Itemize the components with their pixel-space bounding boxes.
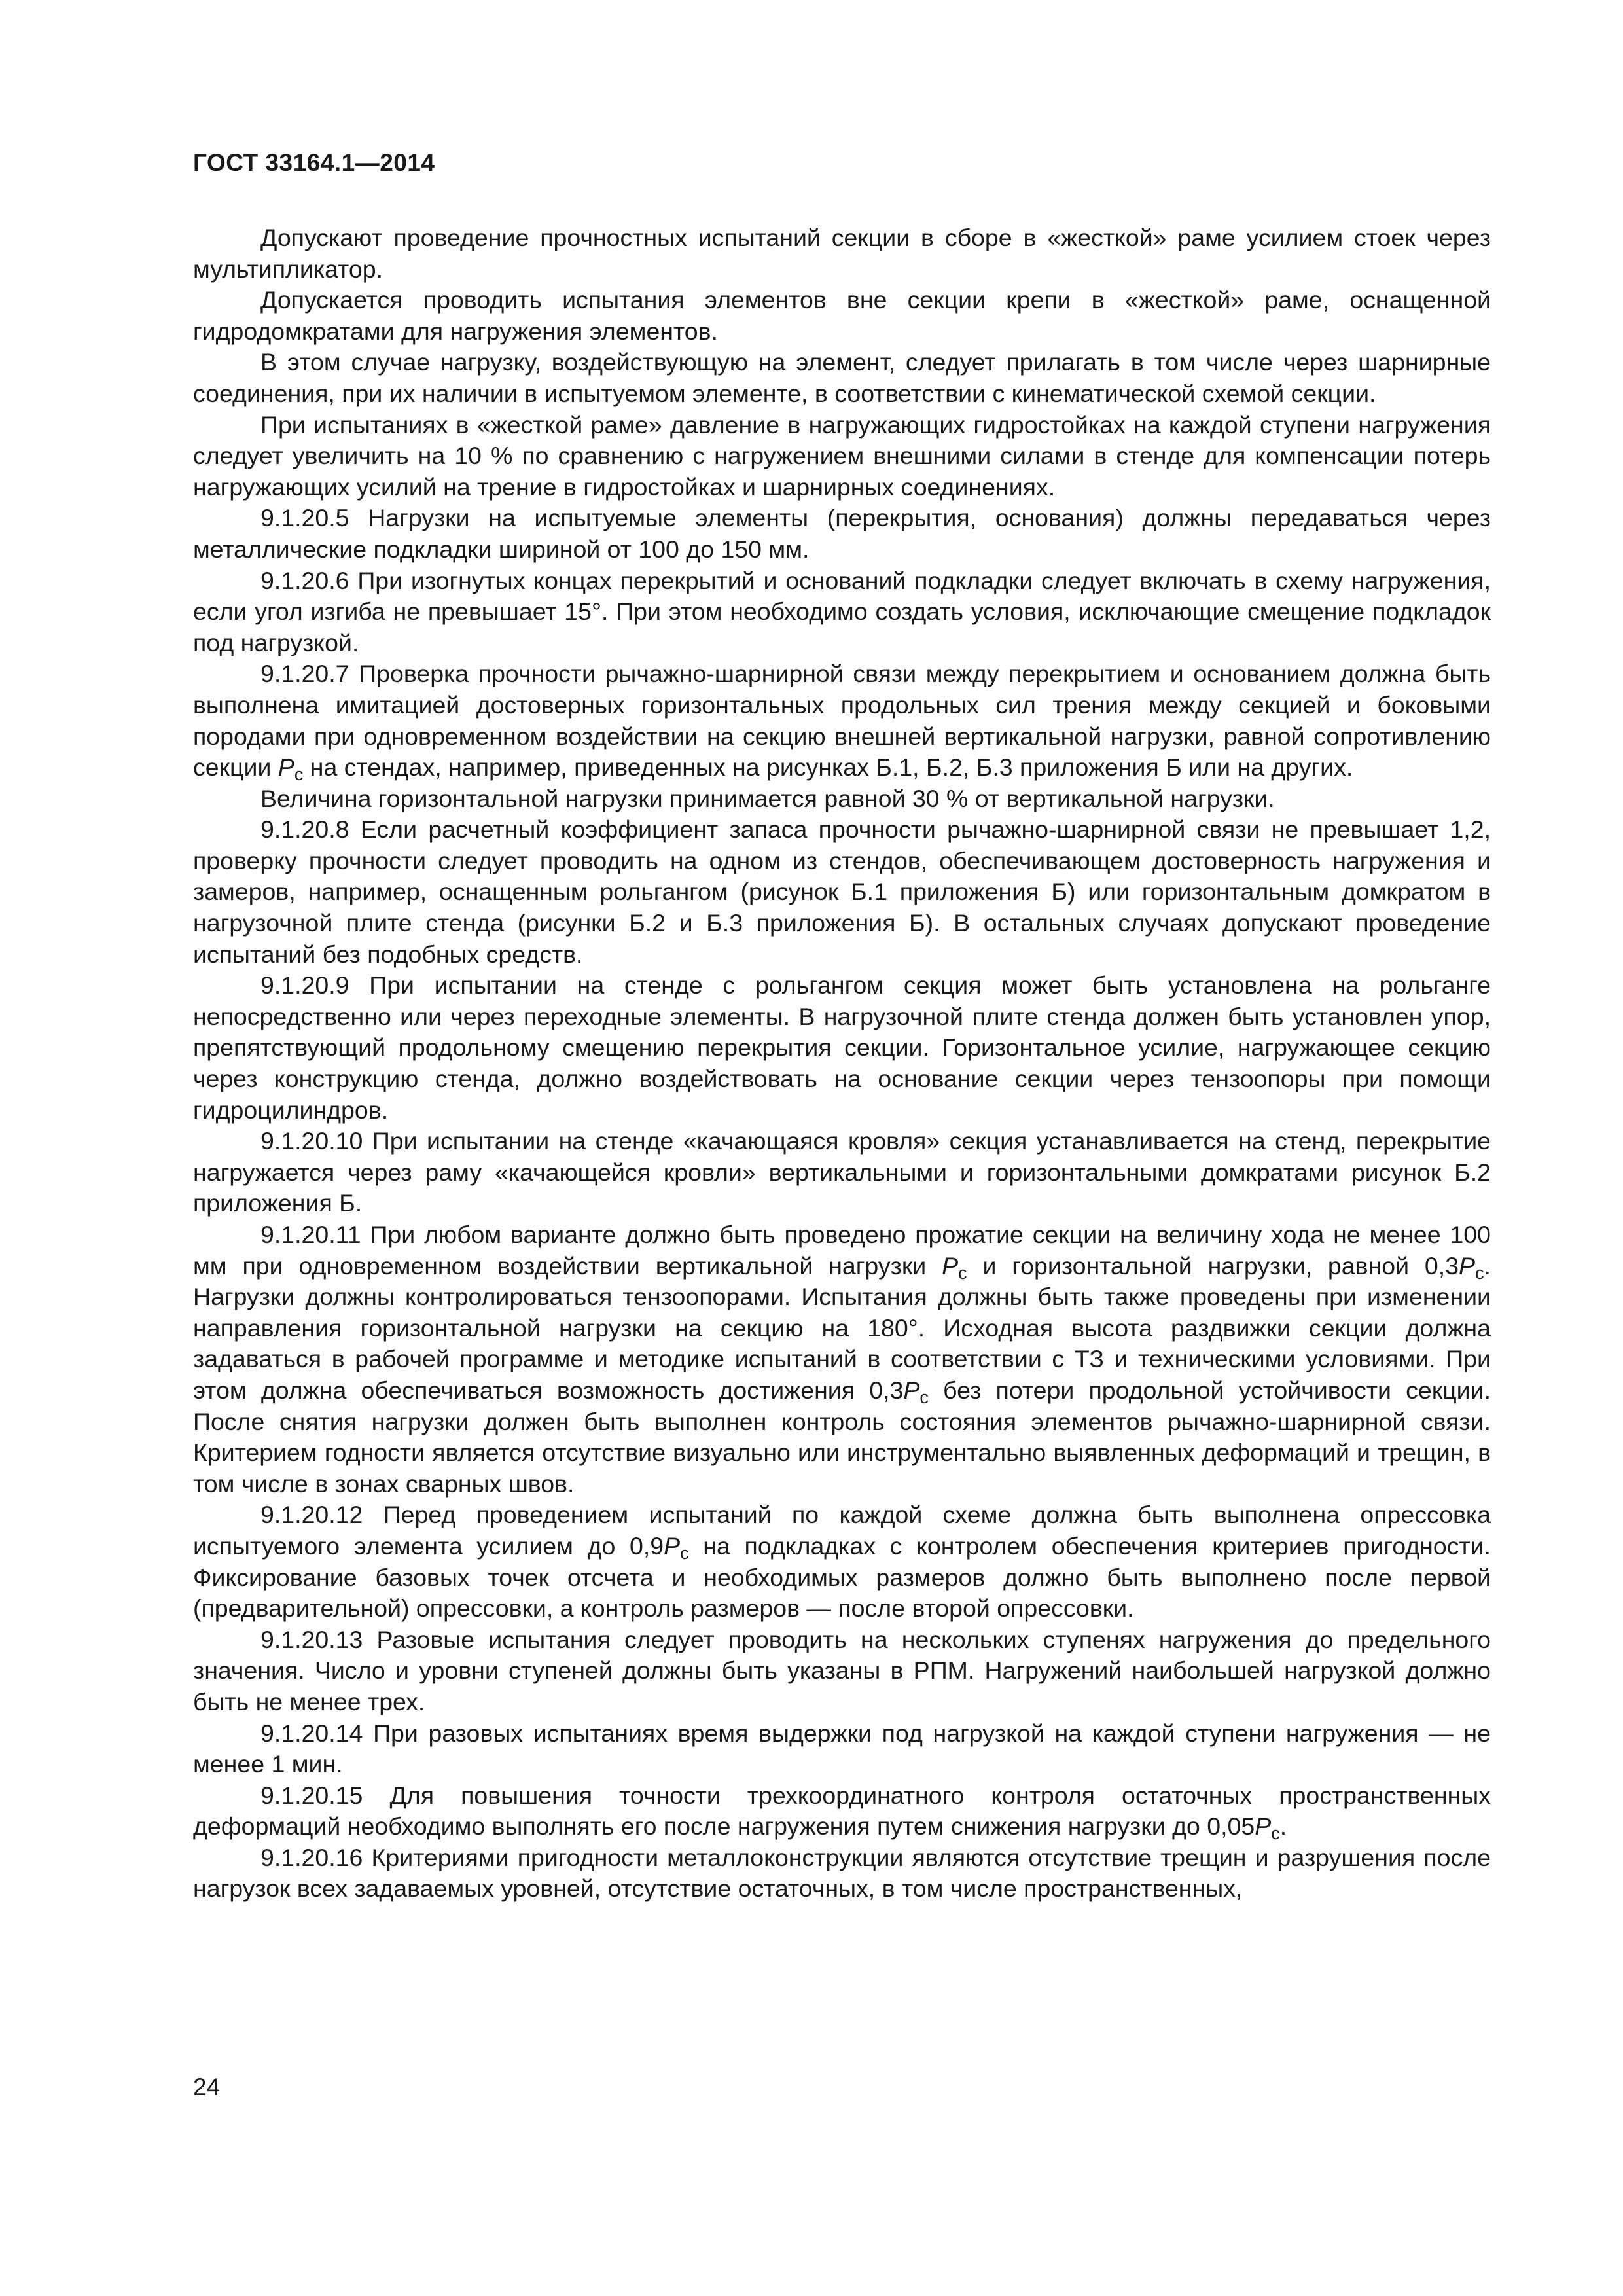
symbol-p: P [903, 1376, 920, 1404]
text-run: на подкладках с контролем обеспечения критериев пригодности. Фиксирование базовых точек отсчета и необходимых размеров должно быть выполнено после первой (предварительной) опрессовки, а контроль размеров — после второй опрессовки. [193, 1532, 1491, 1623]
clause-9-1-20-8: 9.1.20.8 Если расчетный коэффициент запаса прочности рычажно-шарнирной связи не превышает 1,2, проверку прочности следует проводить на одном из стендов, обеспечивающем достоверность нагружения и замеров, например, оснащенным рольгангом (рисунок Б.1 приложения Б) или горизонтальным домкратом в нагрузочной плите стенда (рисунки Б.2 и Б.3 приложения Б). В остальных случаях допускают проведение испытаний без подобных средств. [193, 816, 1491, 968]
text-run: и горизонтальной нагрузки, равной 0,3 [967, 1251, 1459, 1280]
body-text [193, 223, 1491, 1905]
paragraph: Допускают проведение прочностных испытаний секции в сборе в «жесткой» раме усилием стоек через мультипликатор. [193, 224, 1491, 283]
paragraph: Величина горизонтальной нагрузки принимается равной 30 % от вертикальной нагрузки. [260, 784, 1275, 812]
document-id-header: ГОСТ 33164.1—2014 [193, 149, 435, 176]
symbol-p: P [1459, 1251, 1476, 1280]
paragraph: Допускается проводить испытания элементов вне секции крепи в «жесткой» раме, оснащенной гидродомкратами для нагружения элементов. [193, 286, 1491, 345]
symbol-p: P [664, 1532, 681, 1560]
symbol-subscript: с [958, 1263, 967, 1283]
page-number: 24 [193, 2073, 221, 2100]
clause-9-1-20-9: 9.1.20.9 При испытании на стенде с рольгангом секция может быть установлена на рольганге непосредственно или через переходные элементы. В нагрузочной плите стенда должен быть установлен упор, препятствующий продольному смещению перекрытия секции. Горизонтальное усилие, нагружающее секцию через конструкцию стенда, должно воздействовать на основание секции через тензоопоры при помощи гидроцилиндров. [193, 971, 1491, 1124]
text-run: на стендах, например, приведенных на рисунках Б.1, Б.2, Б.3 приложения Б или на других. [303, 753, 1353, 781]
text-run: 9.1.20.15 Для повышения точности трехкоординатного контроля остаточных пространственных деформаций необходимо выполнять его после нагружения путем снижения нагрузки до 0,05 [193, 1781, 1491, 1840]
text-run: 9.1.20.7 Проверка прочности рычажно-шарнирной связи между перекрытием и основанием должна быть выполнена имитацией достоверных горизонтальных продольных сил трения между секцией и боковыми породами при одновременном воздействии на секцию внешней вертикальной нагрузки, равной сопротивлению секции [193, 660, 1491, 781]
clause-9-1-20-13: 9.1.20.13 Разовые испытания следует проводить на нескольких ступенях нагружения до предельного значения. Число и уровни ступеней должны быть указаны в РПМ. Нагружений наибольшей нагрузкой должно быть не менее трех. [193, 1625, 1491, 1715]
clause-9-1-20-11 [193, 1219, 1491, 1499]
clause-9-1-20-15 [193, 1780, 1491, 1842]
symbol-subscript: с [294, 764, 304, 784]
symbol-p: P [277, 753, 294, 781]
clause-9-1-20-5: 9.1.20.5 Нагрузки на испытуемые элементы (перекрытия, основания) должны передаваться через металлические подкладки шириной от 100 до 150 мм. [193, 504, 1491, 563]
clause-9-1-20-10: 9.1.20.10 При испытании на стенде «качающаяся кровля» секция устанавливается на стенд, перекрытие нагружается через раму «качающейся кровли» вертикальными и горизонтальными домкратами рисунок Б.2 приложения Б. [193, 1127, 1491, 1217]
text-run: 9.1.20.12 Перед проведением испытаний по каждой схеме должна быть выполнена опрессовка испытуемого элемента усилием до 0,9 [193, 1501, 1491, 1560]
symbol-subscript: с [1271, 1823, 1280, 1844]
clause-9-1-20-7 [193, 658, 1491, 783]
symbol-subscript: с [1475, 1263, 1484, 1283]
clause-9-1-20-12 [193, 1499, 1491, 1624]
text-run: . Нагрузки должны контролироваться тензоопорами. Испытания должны быть также проведены при изменении направления горизонтальной нагрузки на секцию на 180°. Исходная высота раздвижки секции должна задаваться в рабочей программе и методике испытаний в соответствии с ТЗ и техническими условиями. При этом должна обеспечиваться возможность достижения 0,3 [193, 1251, 1491, 1404]
text-run: . [1279, 1812, 1287, 1840]
symbol-p: P [1255, 1812, 1272, 1840]
symbol-p: P [942, 1251, 959, 1280]
paragraph: В этом случае нагрузку, воздействующую на элемент, следует прилагать в том числе через шарнирные соединения, при их наличии в испытуемом элементе, в соответствии с кинематической схемой секции. [193, 348, 1491, 407]
clause-9-1-20-14: 9.1.20.14 При разовых испытаниях время выдержки под нагрузкой на каждой ступени нагружения — не менее 1 мин. [193, 1719, 1491, 1778]
paragraph: При испытаниях в «жесткой раме» давление в нагружающих гидростойках на каждой ступени нагружения следует увеличить на 10 % по сравнению с нагружением внешними силами в стенде для компенсации потерь нагружающих усилий на трение в гидростойках и шарнирных соединениях. [193, 410, 1491, 501]
symbol-subscript: с [919, 1387, 929, 1407]
clause-9-1-20-6: 9.1.20.6 При изогнутых концах перекрытий и оснований подкладки следует включать в схему нагружения, если угол изгиба не превышает 15°. При этом необходимо создать условия, исключающие смещение подкладок под нагрузкой. [193, 566, 1491, 656]
clause-9-1-20-16: 9.1.20.16 Критериями пригодности металлоконструкции являются отсутствие трещин и разрушения после нагрузок всех задаваемых уровней, отсутствие остаточных, в том числе пространственных, [193, 1843, 1491, 1903]
symbol-subscript: с [680, 1543, 689, 1563]
text-run: без потери продольной устойчивости секции. После снятия нагрузки должен быть выполнен контроль состояния элементов рычажно-шарнирной связи. Критерием годности является отсутствие визуально или инструментально выявленных деформаций и трещин, в том числе в зонах сварных швов. [193, 1376, 1491, 1498]
text-run: 9.1.20.11 При любом варианте должно быть проведено прожатие секции на величину хода не менее 100 мм при одновременном воздействии вертикальной нагрузки [193, 1221, 1491, 1280]
